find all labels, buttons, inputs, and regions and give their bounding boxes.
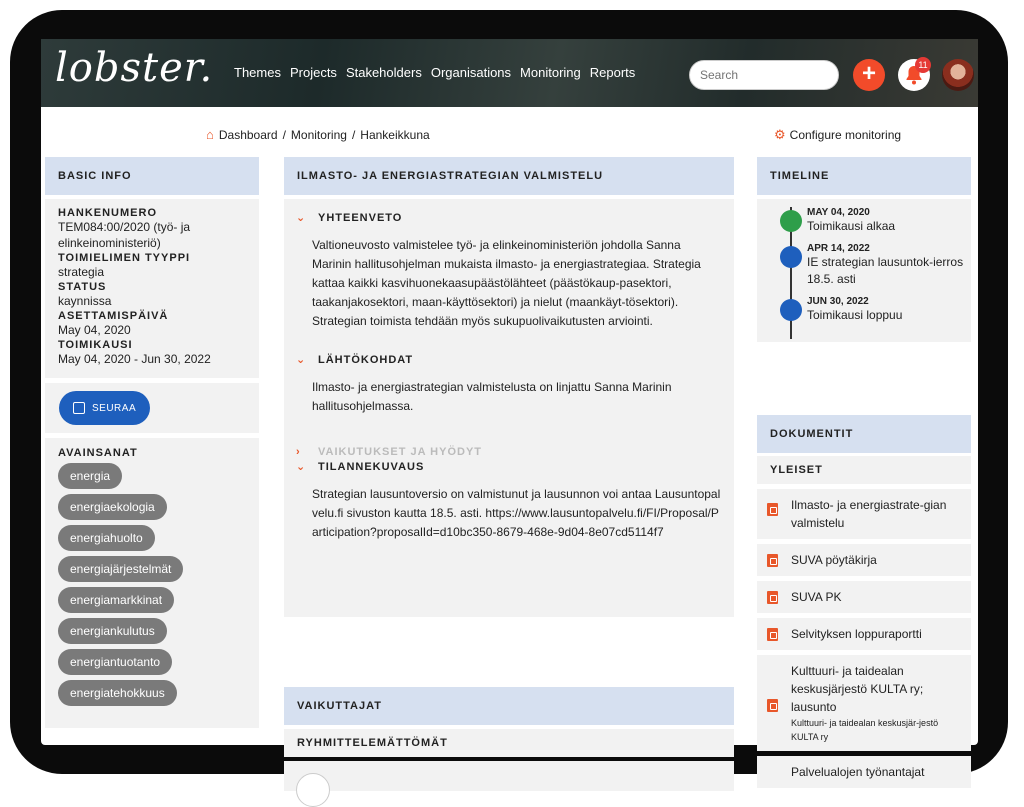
document-title: SUVA PK [791, 590, 842, 604]
timeline-text: IE strategian lausuntok-ierros 18.5. asti [807, 255, 964, 286]
pdf-icon [767, 699, 778, 712]
document-link[interactable] [757, 756, 971, 788]
follow-button[interactable] [59, 391, 150, 425]
keyword-tag[interactable]: energiankulutus [58, 618, 167, 644]
documents-section [757, 415, 971, 788]
timeline-dot [780, 246, 802, 268]
keyword-tag[interactable]: energia [58, 463, 122, 489]
document-link[interactable] [757, 489, 971, 539]
keyword-tag[interactable]: energiajärjestelmät [58, 556, 183, 582]
actor-row[interactable] [284, 761, 734, 791]
document-title: Palvelualojen työnantajat [791, 765, 925, 779]
timeline-item [757, 296, 971, 324]
field-value: kaynnissa [58, 294, 112, 308]
timeline-date: MAY 04, 2020 [807, 207, 870, 218]
configure-monitoring-link[interactable] [774, 127, 901, 143]
project-title-header: ILMASTO- JA ENERGIASTRATEGIAN VALMISTELU [284, 157, 734, 195]
keyword-tag[interactable]: energiatehokkuus [58, 680, 177, 706]
section-status-toggle[interactable] [296, 460, 722, 473]
document-title: Selvityksen loppuraportti [791, 627, 922, 641]
timeline-item [757, 243, 971, 288]
field-value: strategia [58, 265, 105, 279]
section-summary-toggle[interactable] [296, 211, 722, 224]
timeline-date: JUN 30, 2022 [807, 296, 869, 307]
nav-reports[interactable]: Reports [589, 65, 636, 80]
field-value: TEM084:00/2020 (työ- ja elinkeinoministeriö) [58, 220, 191, 250]
section-title: LÄHTÖKOHDAT [318, 353, 414, 366]
breadcrumb-separator: / [282, 127, 286, 142]
pdf-icon [767, 628, 778, 641]
documents-group-header: YLEISET [757, 456, 971, 484]
top-navigation-bar [41, 39, 978, 107]
main-nav [234, 65, 644, 80]
keywords-card [45, 438, 259, 728]
timeline-dot [780, 210, 802, 232]
timeline-header: TIMELINE [757, 157, 971, 195]
nav-monitoring[interactable]: Monitoring [520, 65, 581, 80]
user-avatar[interactable] [942, 59, 974, 91]
breadcrumb [206, 127, 430, 142]
field-value: May 04, 2020 - Jun 30, 2022 [58, 352, 211, 366]
nav-themes[interactable]: Themes [234, 65, 281, 80]
pdf-icon [767, 503, 778, 516]
field-key: TOIMIELIMEN TYYPPI [58, 252, 191, 264]
actors-header: VAIKUTTAJAT [284, 687, 734, 725]
keyword-tag[interactable]: energiahuolto [58, 525, 155, 551]
section-text: Strategian lausuntoversio on valmistunut ja lausunnon voi antaa Lausuntopalvelu.fi sivuston kautta 18.5. asti. https://www.lausuntopalvelu.fi/FI/Proposal/Participation?proposalId=d10bc350-8679-468e-9d04-8e07cd5114f7 [312, 487, 721, 539]
breadcrumb-current: Hankeikkuna [360, 127, 430, 142]
timeline-card [757, 199, 971, 342]
chevron-down-icon: ⌄ [296, 212, 307, 224]
nav-organisations[interactable]: Organisations [430, 65, 512, 80]
keywords-header: AVAINSANAT [58, 447, 138, 459]
gear-icon: ⚙ [774, 127, 786, 142]
documents-header: DOKUMENTIT [757, 415, 971, 453]
home-icon[interactable]: ⌂ [206, 127, 214, 142]
section-impacts-toggle[interactable] [296, 446, 722, 458]
notification-badge: 11 [915, 57, 931, 73]
breadcrumb-dashboard[interactable]: Dashboard [218, 127, 278, 142]
field-key: TOIMIKAUSI [58, 339, 133, 351]
section-text: Valtioneuvosto valmistelee työ- ja elinkeinoministeriön johdolla Sanna Marinin hallitusohjelman mukaista ilmasto- ja energiastrategiaa. Strategia kattaa kaikki kasvihuonekaasupäästölähteet (päästökaup-pasektori, taakanjakosektori, maan-käyttösektori) ja nielut (maankäyt-tösektori). Strategian toimista tehdään myös sukupuolivaikutusten arviointi. [312, 238, 701, 328]
document-title: Ilmasto- ja energiastrate-gian valmistelu [791, 498, 947, 530]
section-title: TILANNEKUVAUS [318, 460, 425, 473]
document-title: Kulttuuri- ja taidealan keskusjärjestö KULTA ry; lausunto [791, 664, 924, 714]
follow-card [45, 383, 259, 433]
configure-label: Configure monitoring [789, 128, 902, 142]
keyword-tag[interactable]: energiantuotanto [58, 649, 172, 675]
document-title: SUVA pöytäkirja [791, 553, 877, 567]
section-text: Ilmasto- ja energiastrategian valmistelusta on linjattu Sanna Marinin hallitusohjelmassa. [312, 380, 672, 413]
nav-stakeholders[interactable]: Stakeholders [345, 65, 422, 80]
actor-avatar [296, 773, 330, 807]
timeline-text: Toimikausi loppuu [807, 308, 903, 322]
right-column [757, 157, 971, 779]
timeline-dot [780, 299, 802, 321]
section-background-toggle[interactable] [296, 353, 722, 366]
pdf-icon [767, 554, 778, 567]
field-key: STATUS [58, 281, 107, 293]
document-link[interactable] [757, 655, 971, 751]
project-description-card [284, 199, 734, 617]
follow-label: SEURAA [92, 402, 137, 414]
document-link[interactable] [757, 618, 971, 650]
checkbox-icon [73, 402, 85, 414]
breadcrumb-monitoring[interactable]: Monitoring [290, 127, 347, 142]
timeline-date: APR 14, 2022 [807, 243, 870, 254]
main-column [284, 157, 734, 749]
left-column [45, 157, 259, 728]
nav-projects[interactable]: Projects [289, 65, 337, 80]
document-link[interactable] [757, 544, 971, 576]
chevron-right-icon: › [296, 446, 301, 458]
field-key: ASETTAMISPÄIVÄ [58, 310, 169, 322]
actors-section [284, 687, 734, 791]
keyword-tag[interactable]: energiaekologia [58, 494, 167, 520]
basic-info-card [45, 199, 259, 378]
section-title: YHTEENVETO [318, 211, 403, 224]
pdf-icon [767, 591, 778, 604]
app-screen [41, 39, 978, 779]
document-link[interactable] [757, 581, 971, 613]
timeline-text: Toimikausi alkaa [807, 219, 896, 233]
lobster-logo[interactable]: lobster. [55, 45, 214, 91]
breadcrumb-separator: / [351, 127, 356, 142]
chevron-down-icon: ⌄ [296, 461, 307, 473]
add-button[interactable] [853, 59, 885, 91]
plus-icon: + [861, 60, 876, 87]
keyword-tag[interactable]: energiamarkkinat [58, 587, 174, 613]
section-title: VAIKUTUKSET JA HYÖDYT [318, 446, 483, 458]
timeline-item [757, 207, 971, 235]
field-value: May 04, 2020 [58, 323, 131, 337]
chevron-down-icon: ⌄ [296, 354, 307, 366]
basic-info-header: BASIC INFO [45, 157, 259, 195]
document-subtitle: Kulttuuri- ja taidealan keskusjär-jestö KULTA ry [791, 718, 939, 742]
search-input[interactable] [689, 60, 839, 90]
actors-subheader: RYHMITTELEMÄTTÖMÄT [284, 729, 734, 757]
field-key: HANKENUMERO [58, 207, 157, 219]
